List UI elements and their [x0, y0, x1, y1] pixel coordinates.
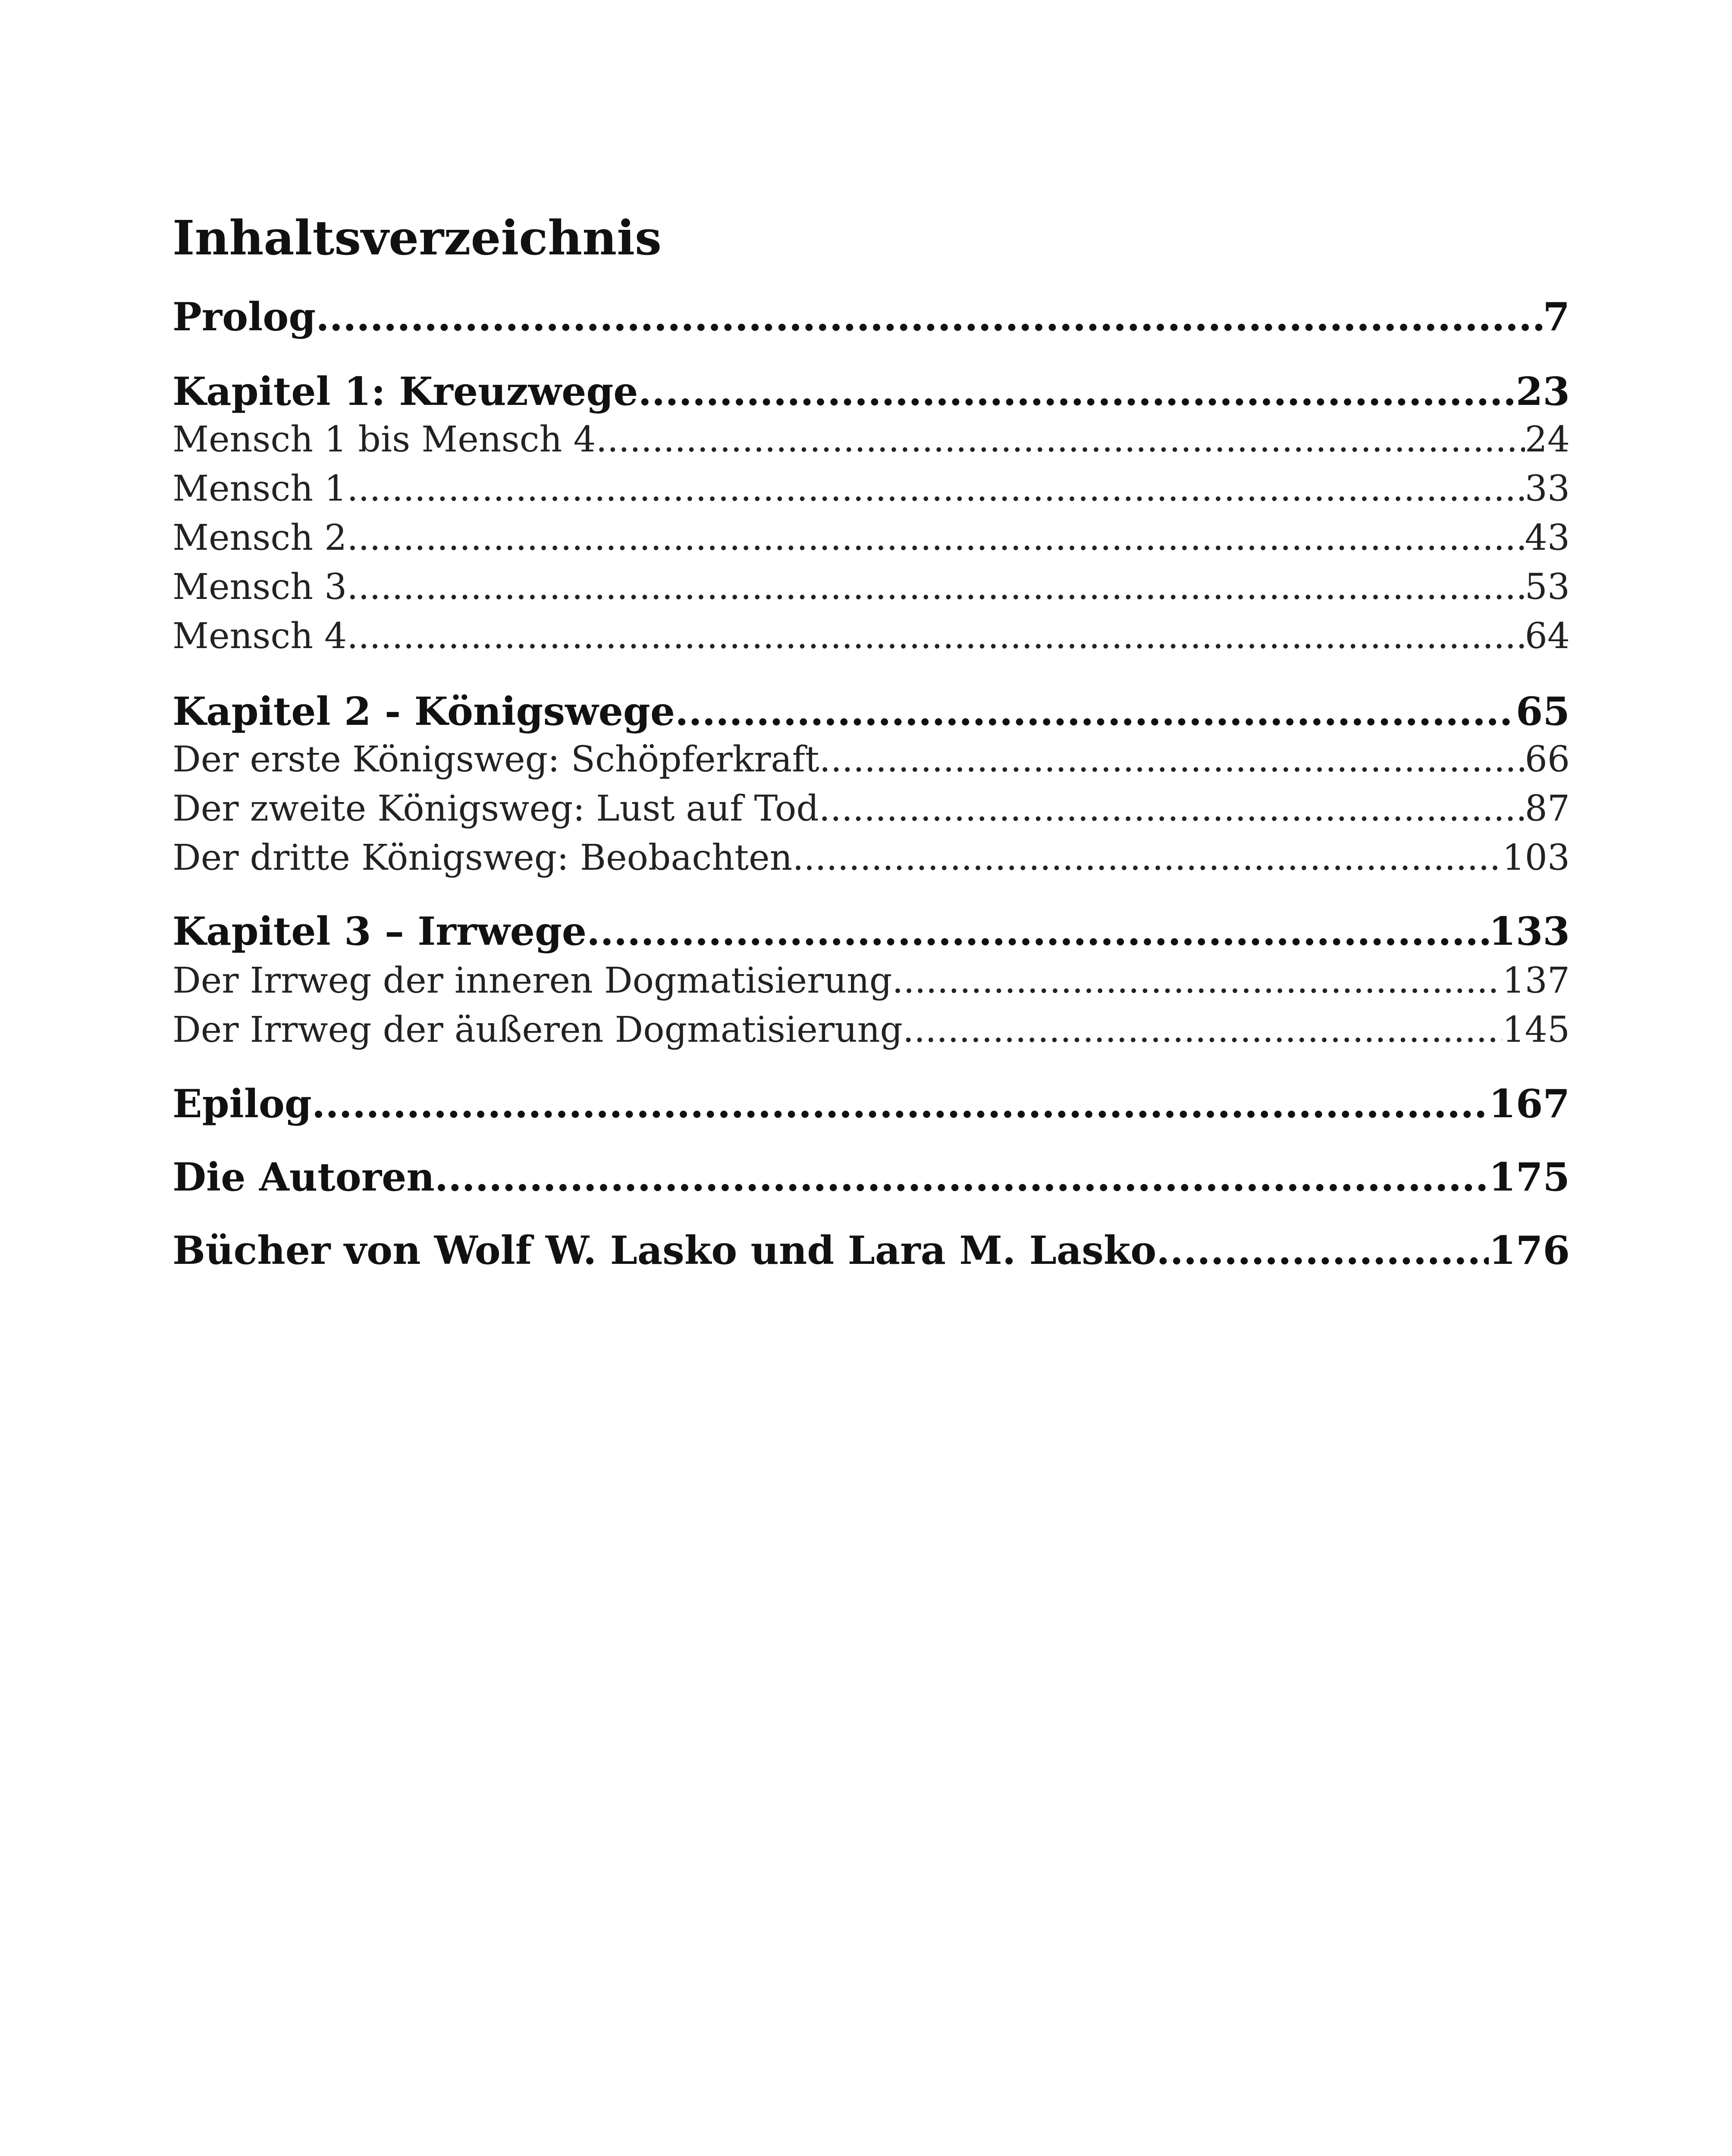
- toc-entry-title: Mensch 1: [173, 468, 347, 509]
- dot-leader: [347, 612, 1525, 661]
- toc-entry-title: Kapitel 2 - Königswege: [173, 689, 675, 734]
- toc-entry-section: [173, 514, 1570, 563]
- toc-entry-page-number: 175: [1489, 1154, 1570, 1200]
- toc-entry-page-number: 53: [1525, 567, 1570, 608]
- dot-leader: [347, 514, 1525, 563]
- toc-entry-page-number: 7: [1543, 294, 1570, 340]
- toc-entry-page-number: 43: [1525, 517, 1570, 558]
- toc-entry-chapter: [173, 901, 1570, 962]
- toc-entry-chapter: [173, 1074, 1570, 1134]
- dot-leader: [347, 563, 1525, 612]
- toc-entry-title: Prolog: [173, 294, 316, 340]
- toc-entry-title: Mensch 3: [173, 567, 347, 608]
- toc-entry-page-number: 23: [1516, 369, 1570, 414]
- dot-leader: [312, 1074, 1489, 1134]
- dot-leader: [1156, 1220, 1489, 1281]
- toc-entry-chapter: [173, 361, 1570, 422]
- toc-entry-chapter: [173, 1220, 1570, 1281]
- dot-leader: [347, 464, 1525, 514]
- toc-entry-section: [173, 834, 1570, 883]
- toc-entry-chapter: [173, 287, 1570, 347]
- toc-entry-title: Die Autoren: [173, 1154, 435, 1200]
- toc-entry-title: Der dritte Königsweg: Beobachten: [173, 837, 793, 878]
- dot-leader: [792, 834, 1502, 883]
- toc-entry-section: [173, 464, 1570, 514]
- dot-leader: [596, 415, 1525, 464]
- toc-entry-page-number: 66: [1525, 739, 1570, 780]
- dot-leader: [638, 361, 1516, 422]
- toc-entry-title: Der zweite Königsweg: Lust auf Tod: [173, 788, 819, 829]
- toc-entry-page-number: 167: [1489, 1081, 1570, 1127]
- toc-entry-section: [173, 1006, 1570, 1055]
- dot-leader: [675, 681, 1516, 742]
- toc-entry-title: Mensch 1 bis Mensch 4: [173, 419, 596, 460]
- toc-entry-title: Mensch 4: [173, 616, 347, 657]
- toc-entry-chapter: [173, 1147, 1570, 1207]
- toc-entry-title: Kapitel 3 – Irrwege: [173, 909, 587, 954]
- dot-leader: [316, 287, 1543, 347]
- toc-entry-page-number: 133: [1489, 909, 1570, 954]
- toc-entry-title: Der erste Königsweg: Schöpferkraft: [173, 739, 819, 780]
- toc-entry-page-number: 87: [1525, 788, 1570, 829]
- dot-leader: [903, 1006, 1502, 1055]
- toc-entry-title: Bücher von Wolf W. Lasko und Lara M. Lasko: [173, 1228, 1157, 1273]
- toc-entry-section: [173, 612, 1570, 661]
- toc-entry-section: [173, 956, 1570, 1006]
- toc-entry-page-number: 176: [1489, 1228, 1570, 1273]
- dot-leader: [819, 735, 1525, 784]
- toc-entry-title: Epilog: [173, 1081, 312, 1127]
- toc-entry-page-number: 145: [1502, 1009, 1570, 1050]
- toc-entry-section: [173, 563, 1570, 612]
- toc-entry-page-number: 33: [1525, 468, 1570, 509]
- toc-entry-title: Der Irrweg der inneren Dogmatisierung: [173, 960, 892, 1001]
- toc-entry-page-number: 137: [1502, 960, 1570, 1001]
- toc-entry-title: Kapitel 1: Kreuzwege: [173, 369, 638, 414]
- dot-leader: [435, 1147, 1489, 1207]
- toc-entry-chapter: [173, 681, 1570, 742]
- toc-entry-page-number: 24: [1525, 419, 1570, 460]
- dot-leader: [892, 956, 1502, 1006]
- toc-entry-page-number: 65: [1516, 689, 1570, 734]
- dot-leader: [587, 901, 1489, 962]
- toc-entry-page-number: 64: [1525, 616, 1570, 657]
- toc-entry-title: Der Irrweg der äußeren Dogmatisierung: [173, 1009, 903, 1050]
- toc-entry-section: [173, 415, 1570, 464]
- dot-leader: [819, 784, 1525, 834]
- toc-title: Inhaltsverzeichnis: [173, 210, 662, 266]
- toc-entry-page-number: 103: [1502, 837, 1570, 878]
- toc-entry-section: [173, 735, 1570, 784]
- toc-entry-title: Mensch 2: [173, 517, 347, 558]
- toc-entry-section: [173, 784, 1570, 834]
